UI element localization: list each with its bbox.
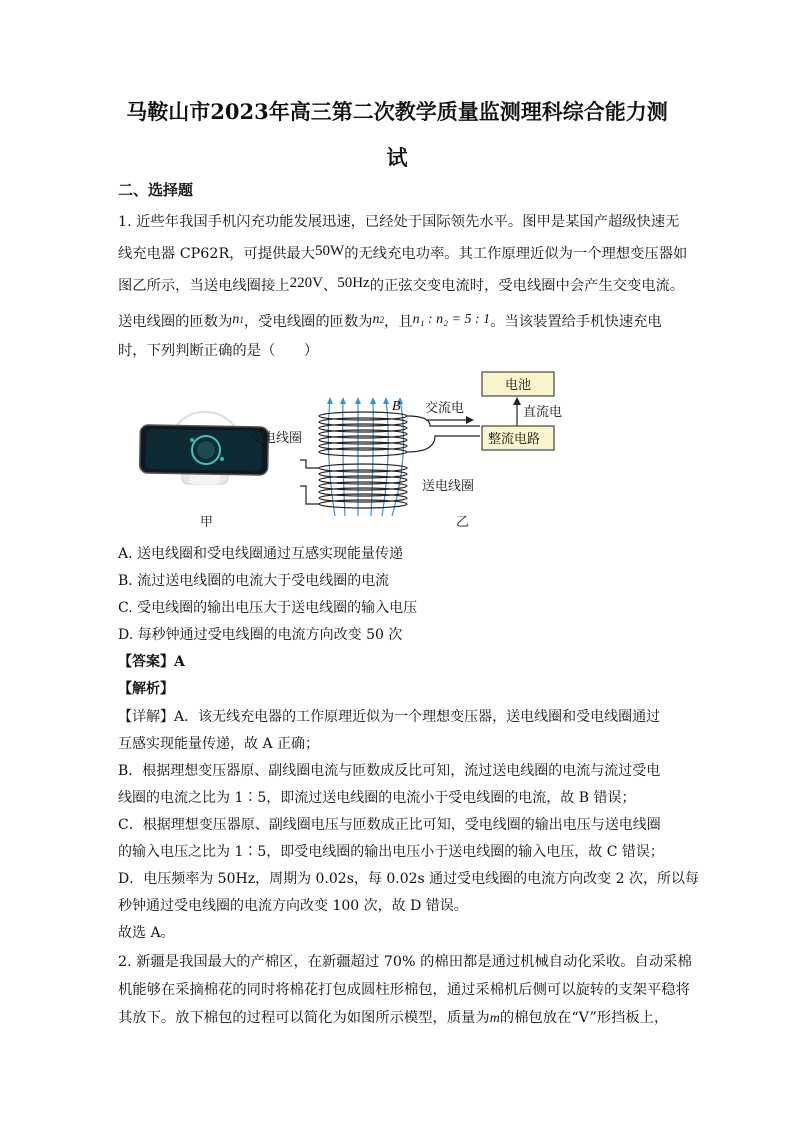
field-b-label: B — [392, 399, 401, 414]
analysis-tag: 【解析】 — [118, 681, 174, 697]
math-n2: n2 — [372, 312, 385, 327]
phone-charger-photo — [140, 412, 269, 484]
rectifier-label: 整流电路 — [488, 432, 541, 447]
option-a: A. 送电线圈和受电线圈通过互感实现能量传递 — [118, 546, 404, 562]
send-coil-label: 送电线圈 — [422, 479, 475, 494]
math-ratio: n₁ : n₂ = 5 : 1 — [412, 312, 491, 327]
q1-line-5: 时，下列判断正确的是（ ） — [118, 343, 319, 359]
math-n1: n1 — [232, 312, 244, 327]
option-d: D. 每秒钟通过受电线圈的电流方向改变 50 次 — [118, 627, 403, 643]
q1-line-4: 送电线圈的匝数为n1，受电线圈的匝数为n2，且n₁ : n₂ = 5 : 1。当该装置给手机快速充电 — [118, 312, 662, 330]
detail-line-3: B．根据理想变压器原、副线圈电流与匝数成反比可知，流过送电线圈的电流与流过受电 — [118, 763, 661, 779]
detail-line-7: D．电压频率为 50Hz，周期为 0.02s，每 0.02s 通过受电线圈的电流方向改变 2 次，所以每 — [118, 871, 699, 887]
math-220v: 220V — [289, 275, 323, 291]
send-coil — [300, 460, 407, 508]
q1-line-3: 图乙所示，当送电线圈接上220V、50Hz的正弦交变电流时，受电线圈中会产生交变电流。 — [118, 275, 685, 294]
detail-line-9: 故选 A。 — [118, 925, 175, 941]
section-heading: 二、选择题 — [118, 181, 194, 199]
label-jia: 甲 — [200, 515, 214, 530]
q1-line-2: 线充电器 CP62R，可提供最大50W的无线充电功率。其工作原理近似为一个理想变压器如 — [118, 243, 688, 262]
q2-line-3: 其放下。放下棉包的过程可以简化为如图所示模型，质量为m的棉包放在“V”形挡板上， — [118, 1010, 669, 1026]
answer-tag: 【答案】A — [118, 654, 185, 670]
math-50w: 50W — [315, 243, 345, 259]
page-title: 马鞍山市2023年高三第二次教学质量监测理科综合能力测 — [126, 99, 668, 124]
detail-line-5: C．根据理想变压器原、副线圈电压与匝数成正比可知，受电线圈的输出电压与送电线圈 — [118, 817, 661, 833]
figure-charger-and-transformer — [130, 364, 610, 538]
detail-line-8: 秒钟通过受电线圈的电流方向改变 100 次，故 D 错误。 — [118, 898, 468, 914]
math-m: m — [489, 1011, 500, 1026]
option-c: C. 受电线圈的输出电压大于送电线圈的输入电压 — [118, 600, 418, 616]
detail-line-2: 互感实现能量传递，故 A 正确； — [118, 736, 320, 752]
figure-svg — [130, 364, 610, 534]
math-50hz: 50Hz — [337, 275, 370, 291]
q2-line-1: 2. 新疆是我国最大的产棉区，在新疆超过 70% 的棉田都是通过机械自动化采收。自动采棉 — [118, 954, 692, 970]
detail-line-1: 【详解】A．该无线充电器的工作原理近似为一个理想变压器，送电线圈和受电线圈通过 — [118, 709, 661, 725]
transformer-diagram — [250, 372, 562, 516]
detail-line-6: 的输入电压之比为 1∶5，即受电线圈的输出电压小于送电线圈的输入电压，故 C 错误； — [118, 844, 664, 860]
page-title-continued: 试 — [386, 145, 408, 170]
label-yi: 乙 — [456, 515, 470, 530]
detail-line-4: 线圈的电流之比为 1∶5，即流过送电线圈的电流小于受电线圈的电流，故 B 错误； — [118, 790, 636, 806]
q1-line-1: 1. 近些年我国手机闪充功能发展迅速，已经处于国际领先水平。图甲是某国产超级快速无 — [118, 214, 680, 230]
ac-label: 交流电 — [425, 401, 465, 416]
dc-label: 直流电 — [523, 405, 563, 420]
option-b: B. 流过送电线圈的电流大于受电线圈的电流 — [118, 573, 390, 589]
receive-coil-label: 受电线圈 — [250, 431, 303, 446]
battery-label: 电池 — [505, 378, 532, 393]
q2-line-2: 机能够在采摘棉花的同时将棉花打包成圆柱形棉包，通过采棉机后侧可以旋转的支架平稳将 — [118, 982, 690, 998]
